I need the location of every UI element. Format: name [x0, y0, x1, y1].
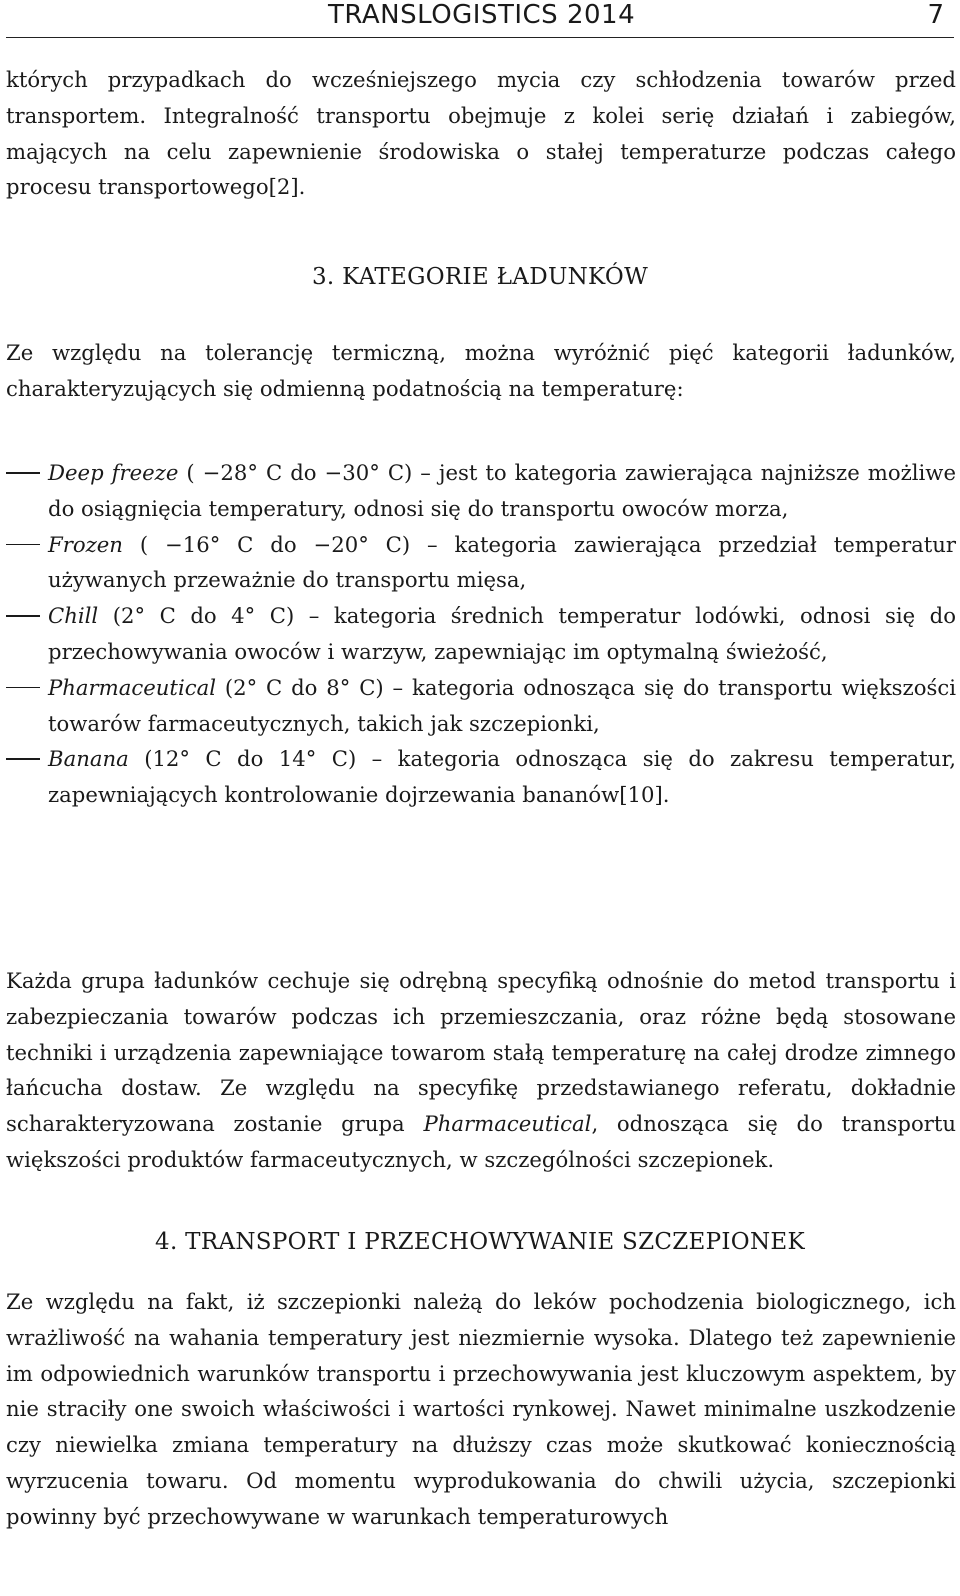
section-3-outro: [6, 963, 956, 1178]
list-item: [6, 670, 956, 742]
list-item: [6, 741, 956, 813]
dash-bullet: [6, 544, 40, 546]
category-range: ( −28° C do −30° C): [186, 460, 413, 485]
category-name: Frozen: [48, 531, 123, 557]
dash-bullet: [6, 615, 40, 617]
paragraph-top: [6, 62, 956, 205]
category-range: (2° C do 8° C): [224, 674, 384, 700]
section-3-outro-text: [6, 963, 956, 1178]
dash-bullet: [6, 687, 40, 689]
section-3-intro-text: Ze względu na tolerancję termiczną, można wyróżnić pięć kategorii ładunków, charakteryzujących się odmienną podatnością na temperaturę:: [6, 340, 956, 401]
outro-text-end: , odnosząca się do transportu większości produktów farmaceutycznych, w szczególności szczepionek.: [6, 1111, 956, 1172]
category-name: Pharmaceutical: [48, 674, 216, 700]
list-item: [6, 527, 956, 599]
dash-bullet: [6, 472, 40, 474]
category-range: (12° C do 14° C): [144, 746, 357, 772]
paragraph-top-text: których przypadkach do wcześniejszego mycia czy schłodzenia towarów przed transportem. Integralność transportu obejmuje z kolei serię działań i zabiegów, mających na celu zapewnienie środowiska o stałej temperaturze podczas całego procesu transportowego[2].: [6, 67, 956, 200]
category-range: ( −16° C do −20° C): [139, 531, 411, 557]
category-range: (2° C do 4° C): [112, 603, 295, 629]
category-description: – kategoria odnosząca się do zakresu temperatur, zapewniających kontrolowanie dojrzewania bananów[10].: [48, 746, 956, 808]
category-name: Deep freeze: [48, 460, 179, 485]
category-name: Chill: [48, 603, 99, 629]
category-description: – kategoria odnosząca się do transportu większości towarów farmaceutycznych, takich jak szczepionki,: [48, 674, 956, 736]
category-description: – kategoria średnich temperatur lodówki, odnosi się do przechowywania owoców i warzyw, zapewniając im optymalną świeżość,: [48, 603, 956, 664]
list-item: [6, 598, 956, 670]
section-4-heading: 4. TRANSPORT I PRZECHOWYWANIE SZCZEPIONEK: [155, 1229, 805, 1255]
section-3-intro: [6, 335, 956, 407]
section-3-heading: 3. KATEGORIE ŁADUNKÓW: [311, 264, 649, 290]
category-description: – jest to kategoria zawierająca najniższe możliwe do osiągnięcia temperatury, odnosi się do transportu owoców morza,: [48, 460, 956, 521]
category-list: [6, 455, 956, 813]
page-number: 7: [927, 0, 944, 30]
category-name: Banana: [48, 746, 129, 772]
section-4-paragraph-text: Ze względu na fakt, iż szczepionki należą do leków pochodzenia biologicznego, ich wrażliwość na wahania temperatury jest niezmiernie wysoka. Dlatego też zapewnienie im odpowiednich warunków transportu i przechowywania jest kluczowym aspektem, by nie straciły one swoich właściwości i wartości rynkowej. Nawet minimalne uszkodzenie czy niewielka zmiana temperatury na dłuższy czas może skutkować koniecznością wyrzucenia towaru. Od momentu wyprodukowania do chwili użycia, szczepionki powinny być przechowywane w warunkach temperaturowych: [6, 1289, 956, 1529]
outro-italic-term: Pharmaceutical: [423, 1111, 592, 1137]
category-description: – kategoria zawierająca przedział temperatur używanych przeważnie do transportu mięsa,: [48, 531, 956, 593]
section-4-paragraph: [6, 1284, 956, 1535]
journal-title: TRANSLOGISTICS 2014: [328, 0, 636, 30]
running-header: [6, 0, 954, 38]
dash-bullet: [6, 758, 40, 760]
outro-text-start: Każda grupa ładunków cechuje się odrębną specyfiką odnośnie do metod transportu i zabezpieczania towarów podczas ich przemieszczania, oraz różne będą stosowane techniki i urządzenia zapewniające towarom stałą temperaturę na całej drodze zimnego łańcucha dostaw. Ze względu na specyfikę przedstawianego referatu, dokładnie scharakteryzowana zostanie grupa: [6, 968, 956, 1137]
list-item: [6, 455, 956, 527]
